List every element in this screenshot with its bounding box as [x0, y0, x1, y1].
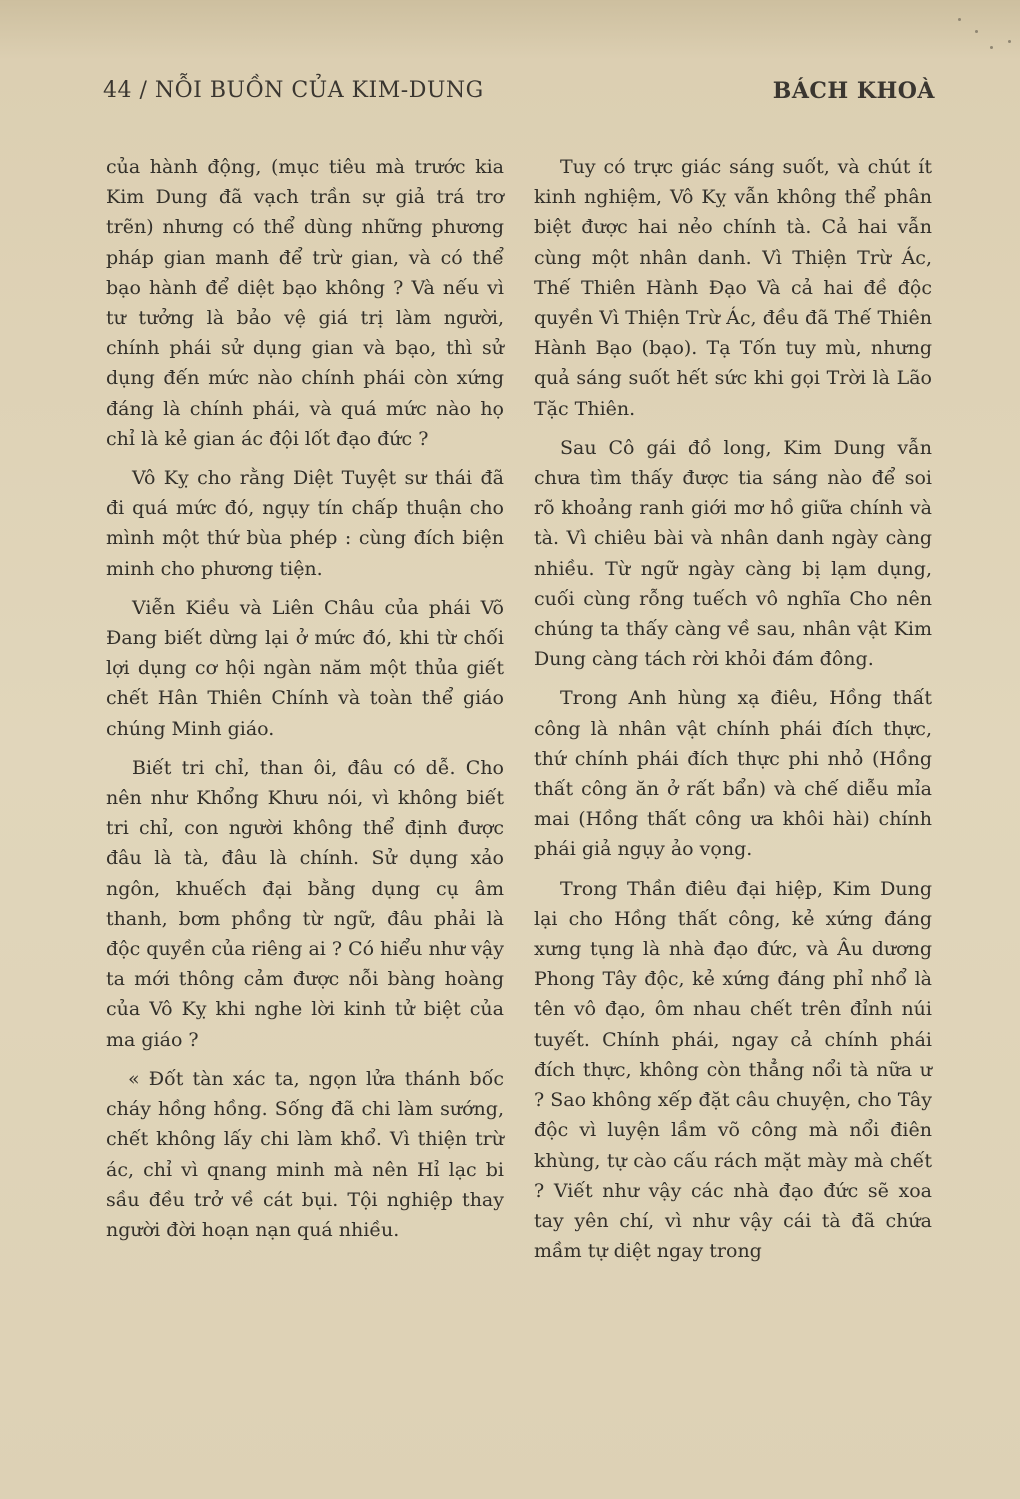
paragraph: Tuy có trực giác sáng suốt, và chút ít kinh nghiệm, Vô Kỵ vẫn không thể phân biệt được hai nẻo chính tà. Cả hai vẫn cùng một nhân danh. Vì Thiện Trừ Ác, Thế Thiên Hành Đạo Và cả hai đề độc quyền Vì Thiện Trừ Ác, đều đã Thế Thiên Hành Bạo (bạo). Tạ Tốn tuy mù, nhưng quả sáng suốt hết sức khi gọi Trời là Lão Tặc Thiên. — [534, 156, 932, 420]
paragraph: Vô Kỵ cho rằng Diệt Tuyệt sư thái đã đi quá mức đó, ngụy tín chấp thuận cho mình một thứ bùa phép : cùng đích biện minh cho phương tiện. — [106, 467, 504, 580]
paper-speck — [990, 46, 993, 49]
paper-speck — [975, 30, 978, 33]
paper-speck — [958, 18, 961, 21]
paragraph: Trong Anh hùng xạ điêu, Hồng thất công là nhân vật chính phái đích thực, thứ chính phái đích thực phi nhỏ (Hồng thất công ăn ở rất bẩn) và chế diễu mỉa mai (Hồng thất công ưa khôi hài) chính phái giả ngụy ảo vọng. — [534, 687, 932, 861]
right-column — [534, 152, 932, 1275]
running-title: 44 / NỖI BUỒN CỦA KIM-DUNG — [103, 78, 484, 103]
paragraph: Trong Thần điêu đại hiệp, Kim Dung lại cho Hồng thất công, kẻ xứng đáng xưng tụng là nhà đạo đức, và Âu dương Phong Tây độc, kẻ xứng đáng phỉ nhổ là tên vô đạo, ôm nhau chết trên đỉnh núi tuyết. Chính phái, ngay cả chính phái đích thực, không còn thẳng nổi tà nữa ư ? Sao không xếp đặt câu chuyện, cho Tây độc vì luyện lầm võ công mà nổi điên khùng, tự cào cấu rách mặt mày mà chết ? Viết như vậy các nhà đạo đức sẽ xoa tay yên chí, vì như vậy cái tà đã chứa mầm tự diệt ngay trong — [534, 877, 932, 1263]
paragraph: Viễn Kiều và Liên Châu của phái Võ Đang biết dừng lại ở mức đó, khi từ chối lợi dụng cơ hội ngàn năm một thủa giết chết Hân Thiên Chính và toàn thể giáo chúng Minh giáo. — [106, 596, 504, 740]
paragraph: của hành động, (mục tiêu mà trước kia Kim Dung đã vạch trần sự giả trá trơ trẽn) nhưng có thể dùng những phương pháp gian manh để trừ gian, và có thể bạo hành để diệt bạo không ? Và nếu vì tư tưởng là bảo vệ giá trị làm người, chính phái sử dụng gian và bạo, thì sử dụng đến mức nào chính phái còn xứng đáng là chính phái, và quá mức nào họ chỉ là kẻ gian ác đội lốt đạo đức ? — [106, 156, 504, 450]
page-header — [103, 78, 935, 114]
magazine-name: BÁCH KHOÀ — [772, 78, 935, 104]
paragraph: Biết tri chỉ, than ôi, đâu có dễ. Cho nên như Khổng Khưu nói, vì không biết tri chỉ, con người không thể định được đâu là tà, đâu là chính. Sử dụng xảo ngôn, khuếch đại bằng dụng cụ âm thanh, bơm phồng từ ngữ, đâu phải là độc quyền của riêng ai ? Có hiểu như vậy ta mới thông cảm được nỗi bàng hoàng của Vô Kỵ khi nghe lời kinh tử biệt của ma giáo ? — [106, 756, 504, 1051]
paper-speck — [1008, 40, 1011, 43]
left-column — [106, 152, 504, 1254]
paragraph: Sau Cô gái đồ long, Kim Dung vẫn chưa tìm thấy được tia sáng nào để soi rõ khoảng ranh giới mơ hồ giữa chính và tà. Vì chiêu bài và nhân danh ngày càng nhiều. Từ ngữ ngày càng bị lạm dụng, cuối cùng rỗng tuếch vô nghĩa Cho nên chúng ta thấy càng về sau, nhân vật Kim Dung càng tách rời khỏi đám đông. — [534, 436, 932, 671]
quote-paragraph: « Đốt tàn xác ta, ngọn lửa thánh bốc cháy hồng hồng. Sống đã chi làm sướng, chết không lấy chi làm khổ. Vì thiện trừ ác, chỉ vì qnang minh mà nên Hỉ lạc bi sầu đều trở về cát bụi. Tội nghiệp thay người đời hoạn nạn quá nhiều. — [106, 1067, 504, 1241]
